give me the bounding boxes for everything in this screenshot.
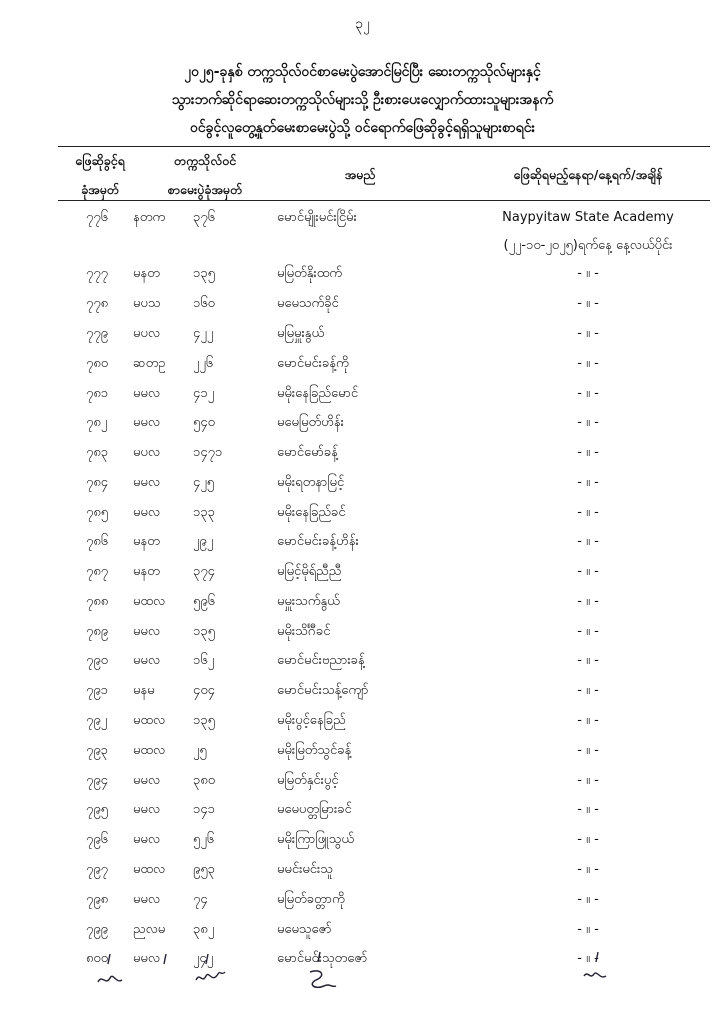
seat-no-cell: ၇၉၆ — [86, 832, 108, 847]
seat-no-cell: ၇၈၅ — [86, 505, 109, 520]
venue-cell: - ။ - — [577, 624, 599, 639]
table-row — [0, 354, 725, 374]
exam-prefix-cell: မမလ — [133, 415, 161, 430]
signature-3 — [192, 950, 232, 992]
name-cell: မမိုးမြတ်သွင်ခန့် — [277, 743, 352, 758]
venue-cell: - ။ - — [577, 386, 599, 401]
exam-no-cell: ၄၂၂ — [193, 326, 214, 341]
title-line-3: ဝင်ခွင့်လူတွေ့နှုတ်မေးစာမေးပွဲသို့ ဝင်ရောက်ဖြေဆိုခွင့်ရရှိသူများစာရင်း — [189, 120, 536, 136]
venue-cell: - ။ - — [577, 534, 599, 549]
signature-2 — [150, 950, 180, 992]
header-seat-no-line2: ခုံအမှတ် — [81, 182, 119, 197]
seat-no-cell: ၇၉၉ — [86, 922, 108, 937]
exam-no-cell: ၅၉၆ — [193, 594, 215, 609]
exam-prefix-cell: မမလ — [133, 653, 161, 668]
exam-no-cell: ၉၅၃ — [193, 862, 215, 877]
name-cell: မောင်မင်းသုတဇော် — [277, 951, 368, 966]
venue-cell: - ။ - — [577, 564, 599, 579]
seat-no-cell: ၇၈၀ — [86, 356, 109, 371]
seat-no-cell: ၇၉၈ — [86, 892, 109, 907]
header-exam-no-line1: တက္ကသိုလ်ဝင် — [173, 153, 237, 168]
name-cell: မမိုးနေခြည်မောင် — [277, 386, 359, 401]
exam-no-cell: ၁၃၅ — [193, 624, 215, 639]
name-cell: မောင်မင်းဗညားခန့် — [277, 653, 365, 668]
signature-1 — [92, 950, 132, 992]
exam-no-cell: ၃၇၆ — [193, 210, 215, 225]
exam-no-cell: ၂၉၂ — [193, 534, 214, 549]
venue-cell: - ။ - — [577, 594, 599, 609]
exam-no-cell: ၄၂၅ — [193, 475, 215, 490]
exam-no-cell: ၅၂၆ — [193, 832, 215, 847]
exam-no-cell: ၁၃၅ — [193, 266, 215, 281]
page-number: ၃၂ — [355, 16, 370, 32]
seat-no-cell: ၇၈၄ — [86, 475, 109, 490]
exam-prefix-cell: ညလမ — [133, 922, 166, 937]
exam-prefix-cell: မမလ — [133, 951, 161, 966]
exam-no-cell: ၄၁၂ — [193, 386, 215, 401]
seat-no-cell: ၇၉၅ — [86, 802, 108, 817]
exam-no-cell: ၂၅ — [193, 743, 207, 758]
table-row — [0, 473, 725, 493]
exam-prefix-cell: မနတ — [133, 534, 160, 549]
venue-cell: - ။ - — [577, 713, 599, 728]
exam-no-cell: ၃၈၂ — [193, 922, 215, 937]
seat-no-cell: ၇၈၃ — [86, 445, 109, 460]
exam-prefix-cell: ဆတဥ — [133, 356, 166, 371]
table-row — [0, 651, 725, 671]
title-line-1: ၂၀၂၅-ခုနှစ် တက္ကသိုလ်ဝင်စာမေးပွဲအောင်မြင်ပြီး ဆေးတက္ကသိုလ်များနှင့် — [184, 64, 541, 80]
venue-cell: - ။ - — [577, 356, 599, 371]
name-cell: မမှူးသက်နွယ် — [277, 594, 340, 609]
venue-cell: - ။ - — [577, 326, 599, 341]
table-row — [0, 294, 725, 314]
name-cell: မမေပတ္တမြားခင် — [277, 802, 352, 817]
seat-no-cell: ၇၉၇ — [86, 862, 108, 877]
table-row — [0, 562, 725, 582]
table-row — [0, 771, 725, 791]
name-cell: မမေမြတ်ဟိန်း — [277, 415, 344, 430]
table-row — [0, 860, 725, 880]
exam-no-cell: ၁၃၅ — [193, 713, 215, 728]
table-row — [0, 443, 725, 463]
table-row — [0, 324, 725, 344]
venue-cell: - ။ - — [577, 802, 599, 817]
exam-prefix-cell: မနမ — [133, 683, 155, 698]
exam-prefix-cell: မနတ — [133, 266, 160, 281]
table-row — [0, 532, 725, 552]
exam-no-cell: ၁၆၀ — [193, 296, 215, 311]
venue-cell: - ။ - — [577, 922, 599, 937]
exam-no-cell: ၇၄ — [193, 892, 208, 907]
table-row — [0, 592, 725, 612]
table-row — [0, 622, 725, 642]
exam-no-cell: ၃၈၀ — [193, 773, 216, 788]
seat-no-cell: ၈၀၀ — [86, 951, 109, 966]
name-cell: မမြမှူးနွယ် — [277, 326, 325, 341]
venue-cell: - ။ - — [577, 266, 599, 281]
venue-cell: - ။ - — [577, 773, 599, 788]
exam-prefix-cell: မပသ — [133, 296, 161, 311]
name-cell: မောင်မော်ခန့် — [277, 445, 338, 460]
header-exam-no-line2: စာမေးပွဲခုံအမှတ် — [167, 182, 243, 197]
header-exam-no — [140, 153, 270, 201]
venue-cell: - ။ - — [577, 862, 599, 877]
venue-cell: - ။ - — [577, 415, 599, 430]
name-cell: မမေသူဇော် — [277, 922, 332, 937]
table-row — [0, 830, 725, 850]
exam-no-cell: ၃၇၄ — [193, 564, 215, 579]
exam-prefix-cell: မထလ — [133, 862, 166, 877]
venue-cell: - ။ - — [577, 445, 599, 460]
venue-cell: - ။ - — [577, 653, 599, 668]
table-row — [0, 384, 725, 404]
table-row — [0, 741, 725, 761]
exam-prefix-cell: နတက — [133, 210, 166, 225]
seat-no-cell: ၇၉၃ — [86, 743, 108, 758]
table-row — [0, 800, 725, 820]
seat-no-cell: ၇၉၁ — [86, 683, 108, 698]
name-cell: မမင်းမင်းသူ — [277, 862, 333, 877]
exam-prefix-cell: မမလ — [133, 475, 161, 490]
exam-no-cell: ၂၄၂ — [193, 951, 214, 966]
exam-prefix-cell: မမလ — [133, 892, 161, 907]
table-top-rule — [58, 146, 710, 147]
header-seat-no-line1: ဖြေဆိုခွင့်ရ — [75, 153, 125, 168]
name-cell: မမြတ်ခတ္တာကို — [277, 892, 345, 907]
exam-no-cell: ၁၆၂ — [193, 653, 215, 668]
table-row — [0, 890, 725, 910]
name-cell: မောင်မင်းသန့်ကျော် — [277, 683, 369, 698]
venue-cell: - ။ - — [577, 296, 599, 311]
seat-no-cell: ၇၇၈ — [86, 296, 109, 311]
name-cell: မမိုးပွင့်နေခြည် — [277, 713, 346, 728]
table-row-continuation — [0, 236, 725, 256]
name-cell: မမေသက်ခိုင် — [277, 296, 339, 311]
exam-no-cell: ၁၄၇၁ — [193, 445, 223, 460]
venue-cell: Naypyitaw State Academy — [502, 210, 674, 225]
exam-prefix-cell: မပလ — [133, 326, 161, 341]
seat-no-cell: ၇၈၂ — [86, 415, 108, 430]
exam-prefix-cell: မထလ — [133, 743, 166, 758]
name-cell: မမိုးကြာဖြူသွယ် — [277, 832, 354, 847]
seat-no-cell: ၇၇၇ — [86, 266, 108, 281]
exam-prefix-cell: မမလ — [133, 505, 161, 520]
name-cell: မမိုးသိင်္ဂီခင် — [277, 624, 331, 639]
table-row — [0, 920, 725, 940]
name-cell: မောင်မင်းခန့်ကို — [277, 356, 349, 371]
exam-prefix-cell: မမလ — [133, 624, 161, 639]
header-seat-no — [60, 153, 140, 201]
exam-prefix-cell: မမလ — [133, 773, 161, 788]
seat-no-cell: ၇၈၁ — [86, 386, 109, 401]
name-cell: မမြတ်နှင်းပွင့် — [277, 773, 339, 788]
header-venue: ဖြေဆိုရမည့်နေရာ/နေ့ရက်/အချိန် — [513, 167, 663, 182]
exam-prefix-cell: မပလ — [133, 445, 161, 460]
venue-cell: - ။ - — [577, 892, 599, 907]
table-row — [0, 681, 725, 701]
exam-prefix-cell: မမလ — [133, 832, 161, 847]
name-cell: မောင်မင်းခန့်ဟိန်း — [277, 534, 359, 549]
signature-4 — [302, 950, 342, 992]
seat-no-cell: ၇၉၄ — [86, 773, 108, 788]
header-name: အမည် — [344, 167, 376, 182]
venue-cell: - ။ - — [577, 951, 599, 966]
exam-prefix-cell: မထလ — [133, 594, 166, 609]
table-row — [0, 711, 725, 731]
exam-no-cell: ၅၄၀ — [193, 415, 215, 430]
exam-no-cell: ၂၂၆ — [193, 356, 214, 371]
venue-cell: - ။ - — [577, 683, 599, 698]
venue-cell-line2: (၂၂-၁၀-၂၀၂၅)ရက်နေ့ နေ့လယ်ပိုင်း — [503, 238, 673, 253]
seat-no-cell: ၇၈၇ — [86, 564, 109, 579]
table-row — [0, 264, 725, 284]
name-cell: မမိုးရတနာမြင့် — [277, 475, 345, 490]
seat-no-cell: ၇၉၂ — [86, 713, 108, 728]
name-cell: မမြင့်မိုရ်ညီညီ — [277, 564, 342, 579]
seat-no-cell: ၇၈၉ — [86, 624, 109, 639]
exam-no-cell: ၄၀၄ — [193, 683, 215, 698]
name-cell: မောင်မျိုးမင်းငြိမ်း — [277, 210, 357, 225]
table-header-rule — [58, 200, 710, 201]
exam-prefix-cell: မထလ — [133, 713, 166, 728]
seat-no-cell: ၇၇၆ — [86, 210, 108, 225]
exam-prefix-cell: မမလ — [133, 802, 161, 817]
name-cell: မမြတ်နိုးထက် — [277, 266, 342, 281]
venue-cell: - ။ - — [577, 743, 599, 758]
exam-no-cell: ၁၄၁ — [193, 802, 215, 817]
table-row — [0, 503, 725, 523]
venue-cell: - ။ - — [577, 505, 599, 520]
venue-cell: - ။ - — [577, 475, 599, 490]
table-row — [0, 208, 725, 228]
name-cell: မမိုးနေခြည်ခင် — [277, 505, 346, 520]
seat-no-cell: ၇၈၈ — [86, 594, 109, 609]
title-line-2: သွားဘက်ဆိုင်ရာဆေးတက္ကသိုလ်များသို့ ဦးစားပေးလျှောက်ထားသူများအနက် — [171, 92, 554, 108]
venue-cell: - ။ - — [577, 832, 599, 847]
signature-5 — [578, 950, 618, 992]
exam-no-cell: ၁၃၃ — [193, 505, 215, 520]
exam-prefix-cell: မနတ — [133, 564, 160, 579]
exam-prefix-cell: မမလ — [133, 386, 161, 401]
table-row — [0, 413, 725, 433]
seat-no-cell: ၇၈၆ — [86, 534, 109, 549]
seat-no-cell: ၇၉၀ — [86, 653, 108, 668]
seat-no-cell: ၇၇၉ — [86, 326, 108, 341]
